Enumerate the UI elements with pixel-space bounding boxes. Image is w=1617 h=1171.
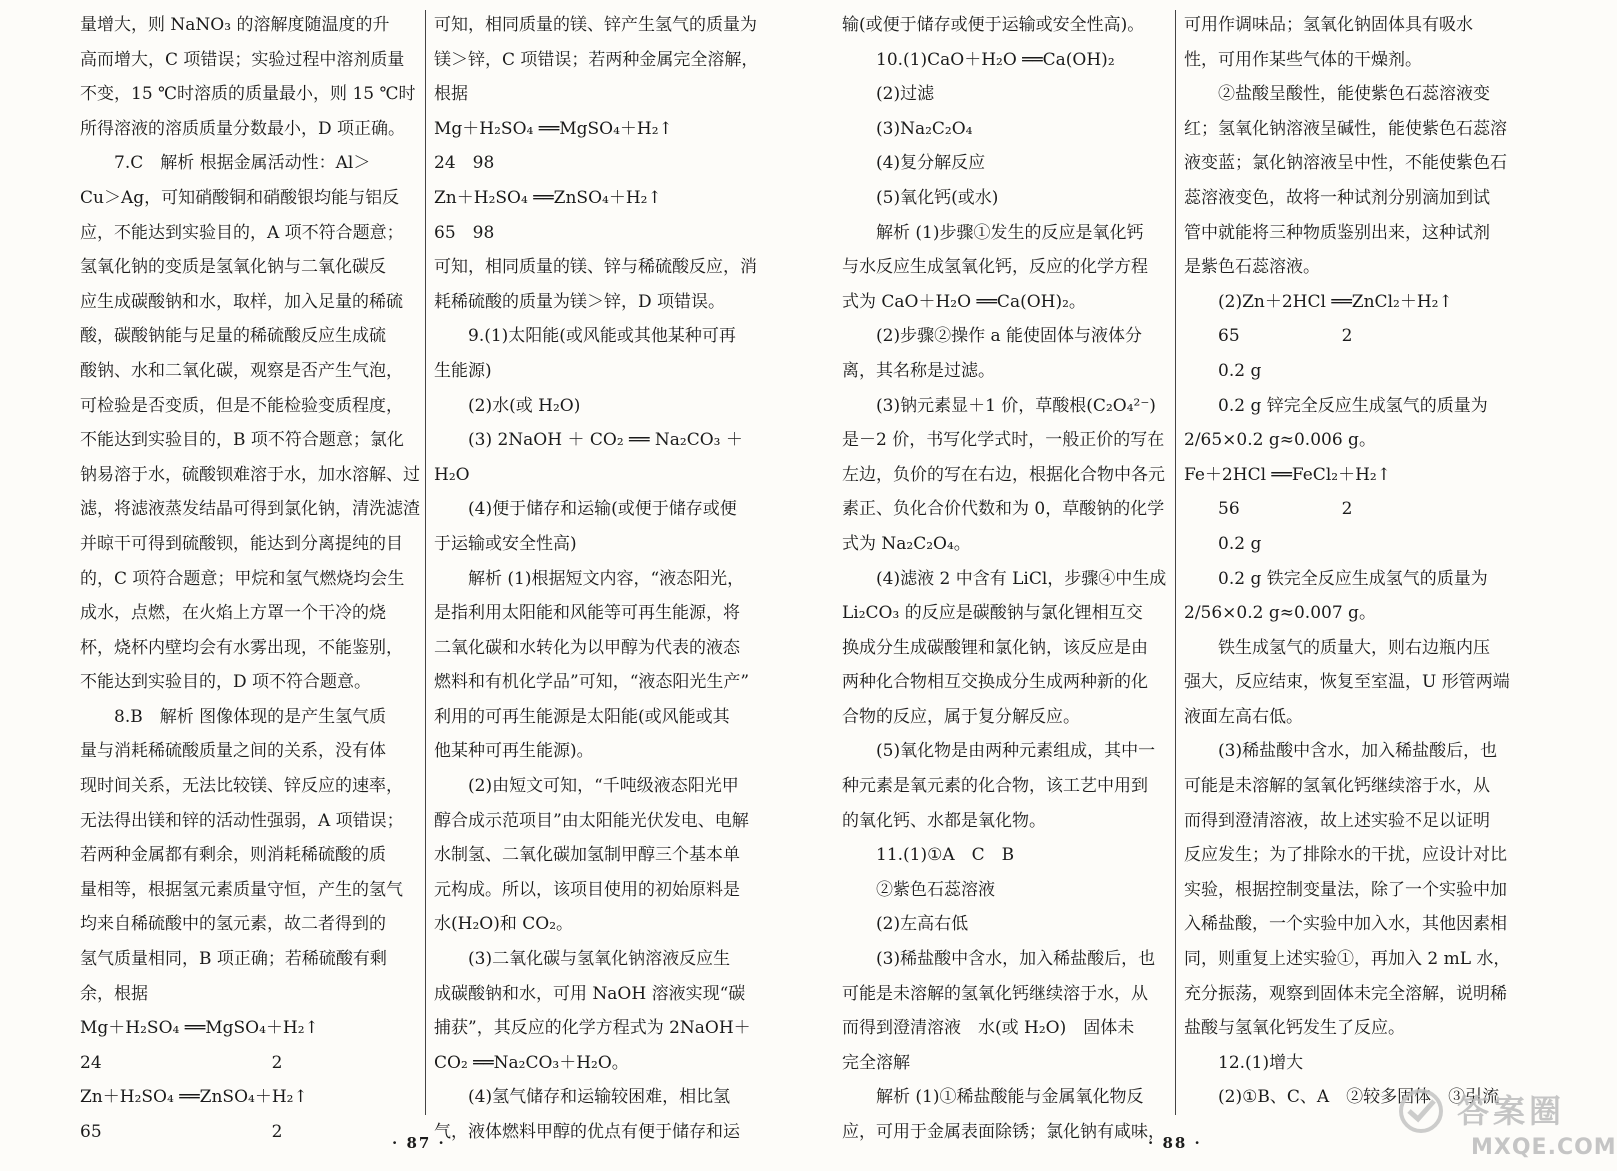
text-line: 均来自稀硫酸中的氢元素，故二者得到的 — [80, 914, 386, 935]
text-line: 不能达到实验目的，D 项不符合题意。 — [80, 672, 372, 693]
text-line: 解析 (1)①稀盐酸能与金属氧化物反 — [876, 1087, 1144, 1108]
text-line: 液变蓝；氯化钠溶液呈中性，不能使紫色石 — [1184, 153, 1507, 174]
text-line: (2)①B、C、A ②较多固体 ③引流 — [1218, 1087, 1500, 1108]
text-line: 蕊溶液变色，故将一种试剂分别滴加到试 — [1184, 187, 1490, 208]
text-line: 65 2 — [80, 1122, 283, 1142]
text-line: 可检验是否变质，但是不能检验变质程度， — [80, 395, 403, 416]
text-line: 10.(1)CaO＋H₂O ══Ca(OH)₂ — [876, 49, 1115, 70]
text-line: 充分振荡，观察到固体未完全溶解，说明稀 — [1184, 983, 1507, 1004]
text-line: 是指利用太阳能和风能等可再生能源，将 — [434, 603, 740, 624]
text-line: (3)Na₂C₂O₄ — [876, 118, 973, 139]
text-line: 11.(1)①A C B — [876, 845, 1015, 866]
text-line: 同，则重复上述实验①，再加入 2 mL 水， — [1184, 949, 1511, 970]
page-number: · 87 · — [392, 1134, 446, 1152]
text-line: 式为 CaO＋H₂O ══Ca(OH)₂。 — [842, 291, 1086, 312]
text-line: 余，根据 — [80, 983, 148, 1004]
text-line: 量相等，根据氢元素质量守恒，产生的氢气 — [80, 879, 403, 900]
text-line: 0.2 g 铁完全反应生成氢气的质量为 — [1218, 568, 1488, 589]
text-line: 捕获”，其反应的化学方程式为 2NaOH＋ — [434, 1018, 751, 1039]
text-line: ②盐酸呈酸性，能使紫色石蕊溶液变 — [1218, 84, 1490, 105]
text-line: 左边，负价的写在右边，根据化合物中各元 — [842, 464, 1165, 485]
text-line: 铁生成氢气的质量大，则右边瓶内压 — [1218, 637, 1490, 658]
text-line: 量与消耗稀硫酸质量之间的关系，没有体 — [80, 741, 386, 762]
text-line: 56 2 — [1218, 499, 1353, 520]
text-line: 无法得出镁和锌的活动性强弱，A 项错误； — [80, 810, 404, 831]
text-line: Zn＋H₂SO₄ ══ZnSO₄＋H₂↑ — [80, 1087, 308, 1108]
text-line: 并晾干可得到硫酸钡，能达到分离提纯的目 — [80, 533, 403, 554]
text-line: 成水，点燃，在火焰上方罩一个干冷的烧 — [80, 603, 386, 624]
text-line: 现时间关系，无法比较镁、锌反应的速率， — [80, 776, 403, 797]
text-line: (2)左高右低 — [876, 914, 969, 935]
text-line: 性，可用作某些气体的干燥剂。 — [1184, 49, 1422, 70]
text-line: 应生成碳酸钠和水，取样，加入足量的稀硫 — [80, 291, 403, 312]
text-line: 0.2 g 锌完全反应生成氢气的质量为 — [1218, 395, 1488, 416]
text-line: 8.B 解析 图像体现的是产生氢气质 — [114, 706, 387, 727]
text-line: 杯，烧杯内壁均会有水雾出现，不能鉴别， — [80, 637, 403, 658]
text-line: Mg＋H₂SO₄ ══MgSO₄＋H₂↑ — [80, 1018, 319, 1039]
text-line: (3)钠元素显＋1 价，草酸根(C₂O₄²⁻) — [876, 395, 1156, 416]
text-line: 醇合成示范项目”由太阳能光伏发电、电解 — [434, 810, 749, 831]
text-line: 液面左高右低。 — [1184, 706, 1303, 727]
text-line: 与水反应生成氢氧化钙，反应的化学方程 — [842, 257, 1148, 278]
text-line: 量增大，则 NaNO₃ 的溶解度随温度的升 — [80, 15, 390, 35]
left-page-column-1 — [76, 8, 424, 1150]
text-line: Li₂CO₃ 的反应是碳酸钠与氯化锂相互交 — [842, 603, 1143, 624]
text-line: 是－2 价，书写化学式时，一般正价的写在 — [842, 430, 1165, 451]
text-line: 酸，碳酸钠能与足量的稀硫酸反应生成硫 — [80, 326, 386, 347]
text-line: 耗稀硫酸的质量为镁＞锌，D 项错误。 — [434, 291, 726, 312]
text-line: 可知，相同质量的镁、锌与稀硫酸反应，消 — [434, 257, 757, 278]
text-line: (4)氢气储存和运输较困难，相比氢 — [468, 1087, 731, 1108]
text-line: 反应发生；为了排除水的干扰，应设计对比 — [1184, 845, 1507, 866]
text-line: (2)Zn＋2HCl ══ZnCl₂＋H₂↑ — [1218, 291, 1453, 312]
watermark — [1387, 1087, 1617, 1167]
text-line: (2)过滤 — [876, 84, 935, 105]
column-divider — [425, 10, 426, 1115]
text-line: 可用作调味品；氢氧化钠固体具有吸水 — [1184, 15, 1473, 35]
text-line: 两种化合物相互交换成分生成两种新的化 — [842, 672, 1148, 693]
text-line: 应，不能达到实验目的，A 项不符合题意； — [80, 222, 404, 243]
text-line: 应，可用于金属表面除锈；氯化钠有咸味， — [842, 1122, 1165, 1142]
text-line: CO₂ ══Na₂CO₃＋H₂O。 — [434, 1052, 629, 1073]
text-line: 不能达到实验目的，B 项不符合题意；氯化 — [80, 430, 404, 451]
text-line: (3)稀盐酸中含水，加入稀盐酸后，也 — [1218, 741, 1498, 762]
text-line: 若两种金属都有剩余，则消耗稀硫酸的质 — [80, 845, 386, 866]
text-line: 红；氢氧化钠溶液呈碱性，能使紫色石蕊溶 — [1184, 118, 1507, 139]
text-line: (4)滤液 2 中含有 LiCl，步骤④中生成 — [876, 568, 1167, 589]
right-page-column-1 — [838, 8, 1186, 1150]
text-line: 气，液体燃料甲醇的优点有便于储存和运 — [434, 1122, 740, 1142]
text-line: 65 98 — [434, 222, 495, 243]
text-line: Fe＋2HCl ══FeCl₂＋H₂↑ — [1184, 464, 1391, 485]
text-line: 氢氧化钠的变质是氢氧化钠与二氧化碳反 — [80, 257, 386, 278]
text-line: 0.2 g — [1218, 533, 1262, 554]
text-line: 入稀盐酸，一个实验中加入水，其他因素相 — [1184, 914, 1507, 935]
text-line: 合物的反应，属于复分解反应。 — [842, 706, 1080, 727]
text-line: 的，C 项符合题意；甲烷和氢气燃烧均会生 — [80, 568, 405, 589]
watermark-logo-icon — [1391, 1087, 1451, 1135]
text-line: 元构成。所以，该项目使用的初始原料是 — [434, 879, 740, 900]
text-line: (5)氧化物是由两种元素组成，其中一 — [876, 741, 1156, 762]
text-line: 12.(1)增大 — [1218, 1052, 1304, 1073]
column-divider — [1175, 10, 1176, 1115]
text-line: 滤，将滤液蒸发结晶可得到氯化钠，清洗滤渣 — [80, 499, 420, 520]
text-line: 2/65×0.2 g≈0.006 g。 — [1184, 430, 1376, 451]
text-line: 65 2 — [1218, 326, 1353, 347]
text-line: 高而增大，C 项错误；实验过程中溶剂质量 — [80, 49, 405, 70]
text-line: 强大，反应结束，恢复至室温，U 形管两端 — [1184, 672, 1510, 693]
text-line: 的氧化钙、水都是氧化物。 — [842, 810, 1046, 831]
text-line: 种元素是氧元素的化合物，该工艺中用到 — [842, 776, 1148, 797]
text-line: (2)由短文可知，“千吨级液态阳光甲 — [468, 776, 739, 797]
text-line: ②紫色石蕊溶液 — [876, 879, 995, 900]
text-line: 燃料和有机化学品”可知，“液态阳光生产” — [434, 672, 750, 693]
text-line: 输(或便于储存或便于运输或安全性高)。 — [842, 15, 1145, 35]
text-line: 解析 (1)根据短文内容，“液态阳光， — [468, 568, 745, 589]
text-line: 而得到澄清溶液，故上述实验不足以证明 — [1184, 810, 1490, 831]
text-line: 氢气质量相同，B 项正确；若稀硫酸有剩 — [80, 949, 387, 970]
text-line: 管中就能将三种物质鉴别出来，这种试剂 — [1184, 222, 1490, 243]
text-line: 生能源) — [434, 360, 492, 381]
right-page-column-2 — [1180, 8, 1528, 1115]
text-line: Mg＋H₂SO₄ ══MgSO₄＋H₂↑ — [434, 118, 673, 139]
text-line: 水制氢、二氧化碳加氢制甲醇三个基本单 — [434, 845, 740, 866]
right-page — [800, 0, 1600, 1171]
text-line: 酸钠、水和二氧化碳，观察是否产生气泡， — [80, 360, 403, 381]
text-line: 水(H₂O)和 CO₂。 — [434, 914, 574, 935]
text-line: 0.2 g — [1218, 360, 1262, 381]
text-line: 9.(1)太阳能(或风能或其他某种可再 — [468, 326, 736, 347]
watermark-domain: MXQE.COM — [1471, 1135, 1617, 1160]
text-line: 可能是未溶解的氢氧化钙继续溶于水，从 — [842, 983, 1148, 1004]
text-line: 是紫色石蕊溶液。 — [1184, 257, 1320, 278]
text-line: Cu＞Ag，可知硝酸铜和硝酸银均能与铝反 — [80, 187, 400, 208]
page-number: · 88 · — [1148, 1134, 1202, 1152]
text-line: 于运输或安全性高) — [434, 533, 577, 554]
text-line: (3)稀盐酸中含水，加入稀盐酸后，也 — [876, 949, 1156, 970]
text-line: (4)便于储存和运输(或便于储存或便 — [468, 499, 737, 520]
text-line: 24 98 — [434, 153, 495, 174]
text-line: 换成分生成碳酸锂和氯化钠，该反应是由 — [842, 637, 1148, 658]
text-line: 他某种可再生能源)。 — [434, 741, 594, 762]
text-line: 而得到澄清溶液 水(或 H₂O) 固体未 — [842, 1018, 1135, 1039]
text-line: 二氧化碳和水转化为以甲醇为代表的液态 — [434, 637, 740, 658]
text-line: 可知，相同质量的镁、锌产生氢气的质量为 — [434, 15, 757, 35]
text-line: (5)氧化钙(或水) — [876, 187, 999, 208]
text-line: (4)复分解反应 — [876, 153, 986, 174]
text-line: (2)水(或 H₂O) — [468, 395, 581, 416]
left-page-column-2 — [430, 8, 778, 1150]
text-line: 解析 (1)步骤①发生的反应是氧化钙 — [876, 222, 1144, 243]
left-page — [0, 0, 800, 1171]
text-line: 成碳酸钠和水，可用 NaOH 溶液实现“碳 — [434, 983, 746, 1004]
text-line: 24 2 — [80, 1052, 283, 1073]
text-line: 根据 — [434, 84, 468, 105]
text-line: 素正、负化合价代数和为 0，草酸钠的化学 — [842, 499, 1165, 520]
text-line: H₂O — [434, 464, 470, 485]
text-line: 2/56×0.2 g≈0.007 g。 — [1184, 603, 1376, 624]
text-line: Zn＋H₂SO₄ ══ZnSO₄＋H₂↑ — [434, 187, 662, 208]
text-line: 利用的可再生能源是太阳能(或风能或其 — [434, 706, 730, 727]
text-line: 完全溶解 — [842, 1052, 910, 1073]
text-line: 盐酸与氢氧化钙发生了反应。 — [1184, 1018, 1405, 1039]
text-line: 不变，15 ℃时溶质的质量最小，则 15 ℃时 — [80, 84, 416, 105]
text-line: 可能是未溶解的氢氧化钙继续溶于水，从 — [1184, 776, 1490, 797]
text-line: 钠易溶于水，硫酸钡难溶于水，加水溶解、过 — [80, 464, 420, 485]
text-line: 所得溶液的溶质质量分数最小，D 项正确。 — [80, 118, 406, 139]
text-line: 7.C 解析 根据金属活动性：Al＞ — [114, 153, 371, 174]
text-line: (2)步骤②操作 a 能使固体与液体分 — [876, 326, 1143, 347]
watermark-text: 答案圈 — [1457, 1092, 1566, 1130]
text-line: (3)二氧化碳与氢氧化钠溶液反应生 — [468, 949, 731, 970]
text-line: (3) 2NaOH ＋ CO₂ ══ Na₂CO₃ ＋ — [468, 430, 743, 451]
text-line: 离，其名称是过滤。 — [842, 360, 995, 381]
text-line: 式为 Na₂C₂O₄。 — [842, 533, 971, 554]
text-line: 镁＞锌，C 项错误；若两种金属完全溶解， — [434, 49, 759, 70]
text-line: 实验，根据控制变量法，除了一个实验中加 — [1184, 879, 1507, 900]
